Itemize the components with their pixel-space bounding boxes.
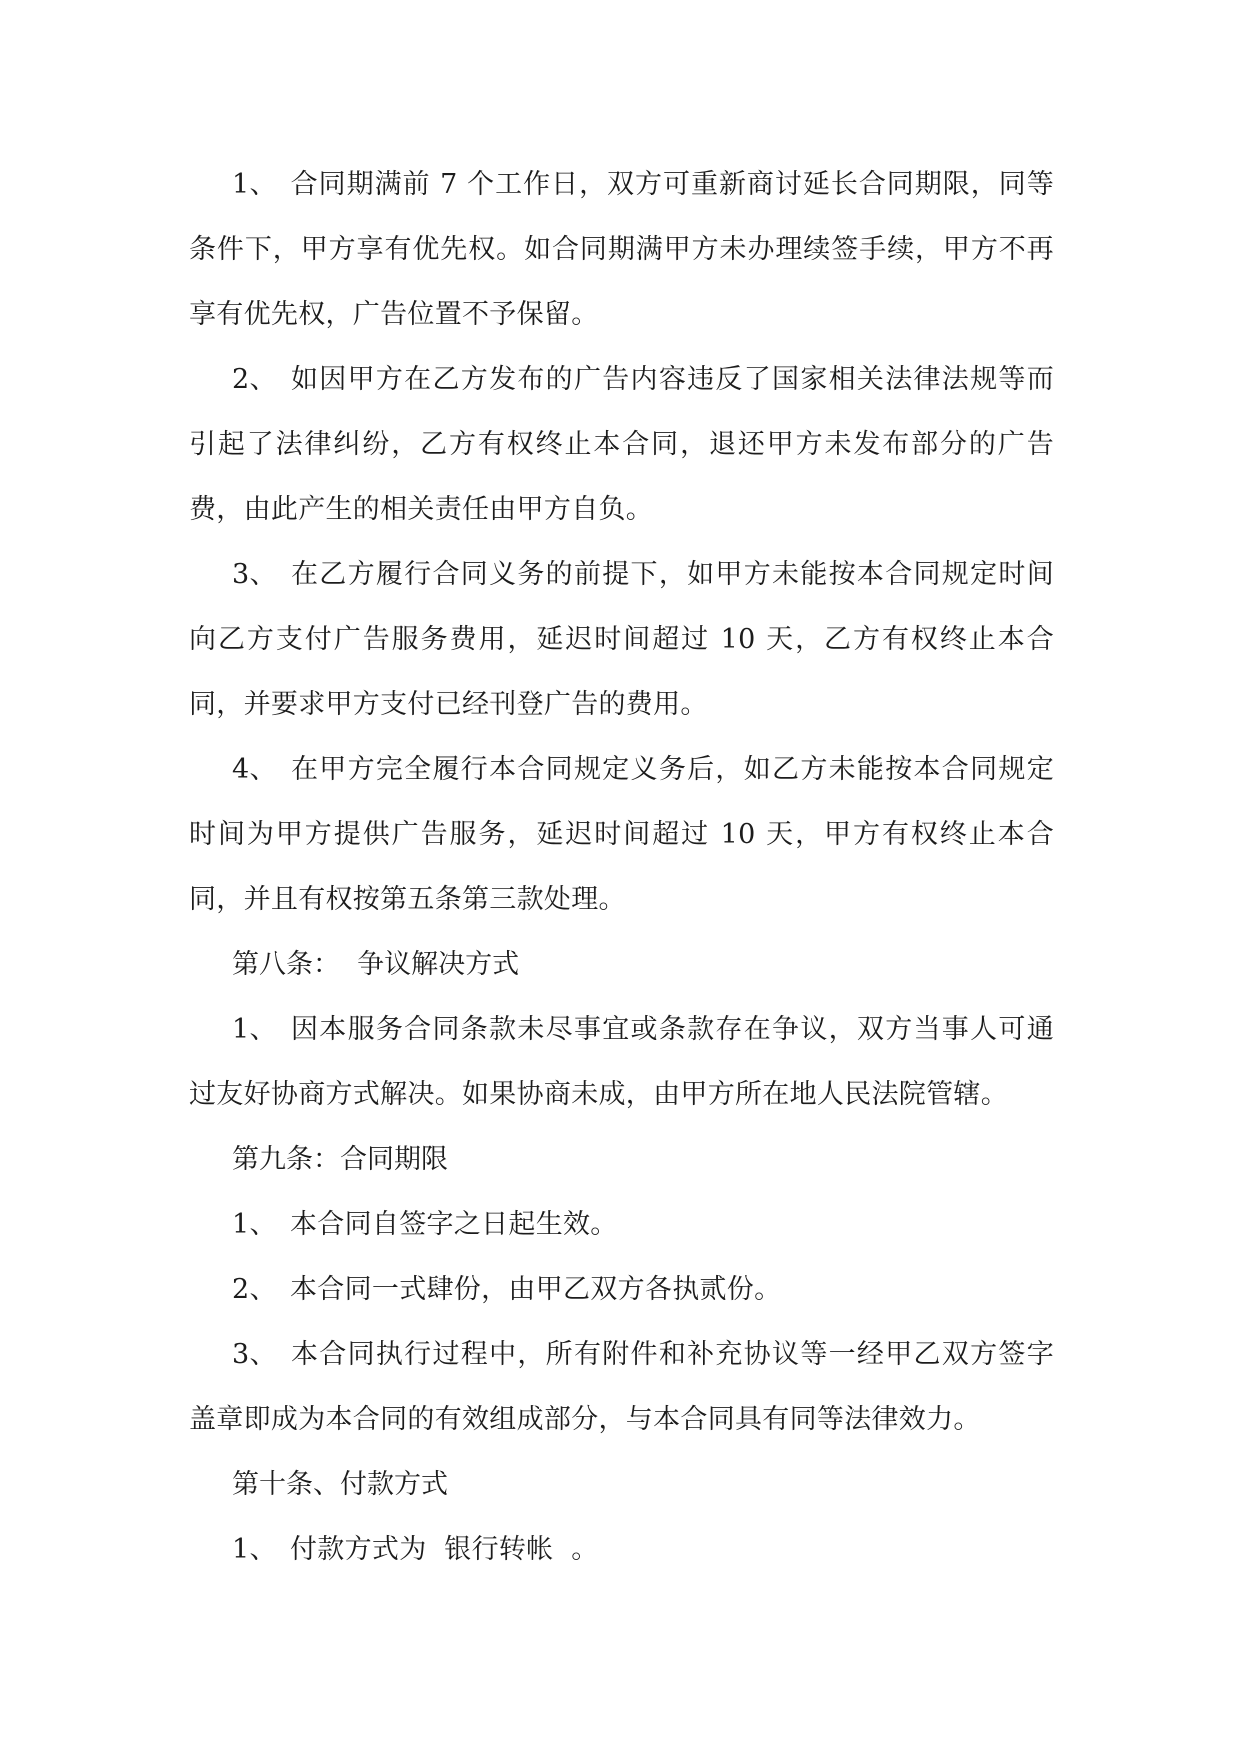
clause8-heading: 第八条： 争议解决方式 — [232, 949, 520, 980]
item-number: 1、 — [232, 1534, 277, 1565]
clause9-item-1 — [189, 1192, 1054, 1257]
clause9-heading: 第九条：合同期限 — [232, 1144, 448, 1175]
item-text: 付款方式为 银行转帐 。 — [290, 1534, 599, 1565]
item-number: 2、 — [232, 364, 277, 395]
item-text: 在甲方完全履行本合同规定义务后，如乙方未能按本合同规定时间为甲方提供广告服务，延迟时间超过 10 天，甲方有权终止本合同，并且有权按第五条第三款处理。 — [189, 754, 1054, 915]
item-text: 本合同自签字之日起生效。 — [290, 1209, 618, 1240]
item-number: 1、 — [232, 1014, 277, 1045]
clause10-item-1 — [189, 1517, 1054, 1582]
clause7-item-1 — [189, 152, 1054, 347]
clause8-item-1 — [189, 997, 1054, 1127]
item-text: 本合同执行过程中，所有附件和补充协议等一经甲乙双方签字盖章即成为本合同的有效组成部分，与本合同具有同等法律效力。 — [189, 1339, 1054, 1435]
item-number: 1、 — [232, 1209, 277, 1240]
clause10-heading: 第十条、付款方式 — [232, 1469, 448, 1500]
item-number: 4、 — [232, 754, 277, 785]
item-text: 本合同一式肆份，由甲乙双方各执贰份。 — [290, 1274, 782, 1305]
item-text: 因本服务合同条款未尽事宜或条款存在争议，双方当事人可通过友好协商方式解决。如果协商未成，由甲方所在地人民法院管辖。 — [189, 1014, 1054, 1110]
clause9-item-2 — [189, 1257, 1054, 1322]
clause9-item-3 — [189, 1322, 1054, 1452]
item-number: 2、 — [232, 1274, 277, 1305]
clause7-item-2 — [189, 347, 1054, 542]
item-number: 3、 — [232, 1339, 277, 1370]
clause7-item-4 — [189, 737, 1054, 932]
item-text: 合同期满前 7 个工作日，双方可重新商讨延长合同期限，同等条件下，甲方享有优先权。如合同期满甲方未办理续签手续，甲方不再享有优先权，广告位置不予保留。 — [189, 169, 1054, 330]
item-text: 如因甲方在乙方发布的广告内容违反了国家相关法律法规等而引起了法律纠纷，乙方有权终止本合同，退还甲方未发布部分的广告费，由此产生的相关责任由甲方自负。 — [189, 364, 1054, 525]
item-number: 3、 — [232, 559, 277, 590]
document-body — [189, 152, 1054, 1582]
clause7-item-3 — [189, 542, 1054, 737]
item-number: 1、 — [232, 169, 277, 200]
item-text: 在乙方履行合同义务的前提下，如甲方未能按本合同规定时间向乙方支付广告服务费用，延迟时间超过 10 天，乙方有权终止本合同，并要求甲方支付已经刊登广告的费用。 — [189, 559, 1054, 720]
